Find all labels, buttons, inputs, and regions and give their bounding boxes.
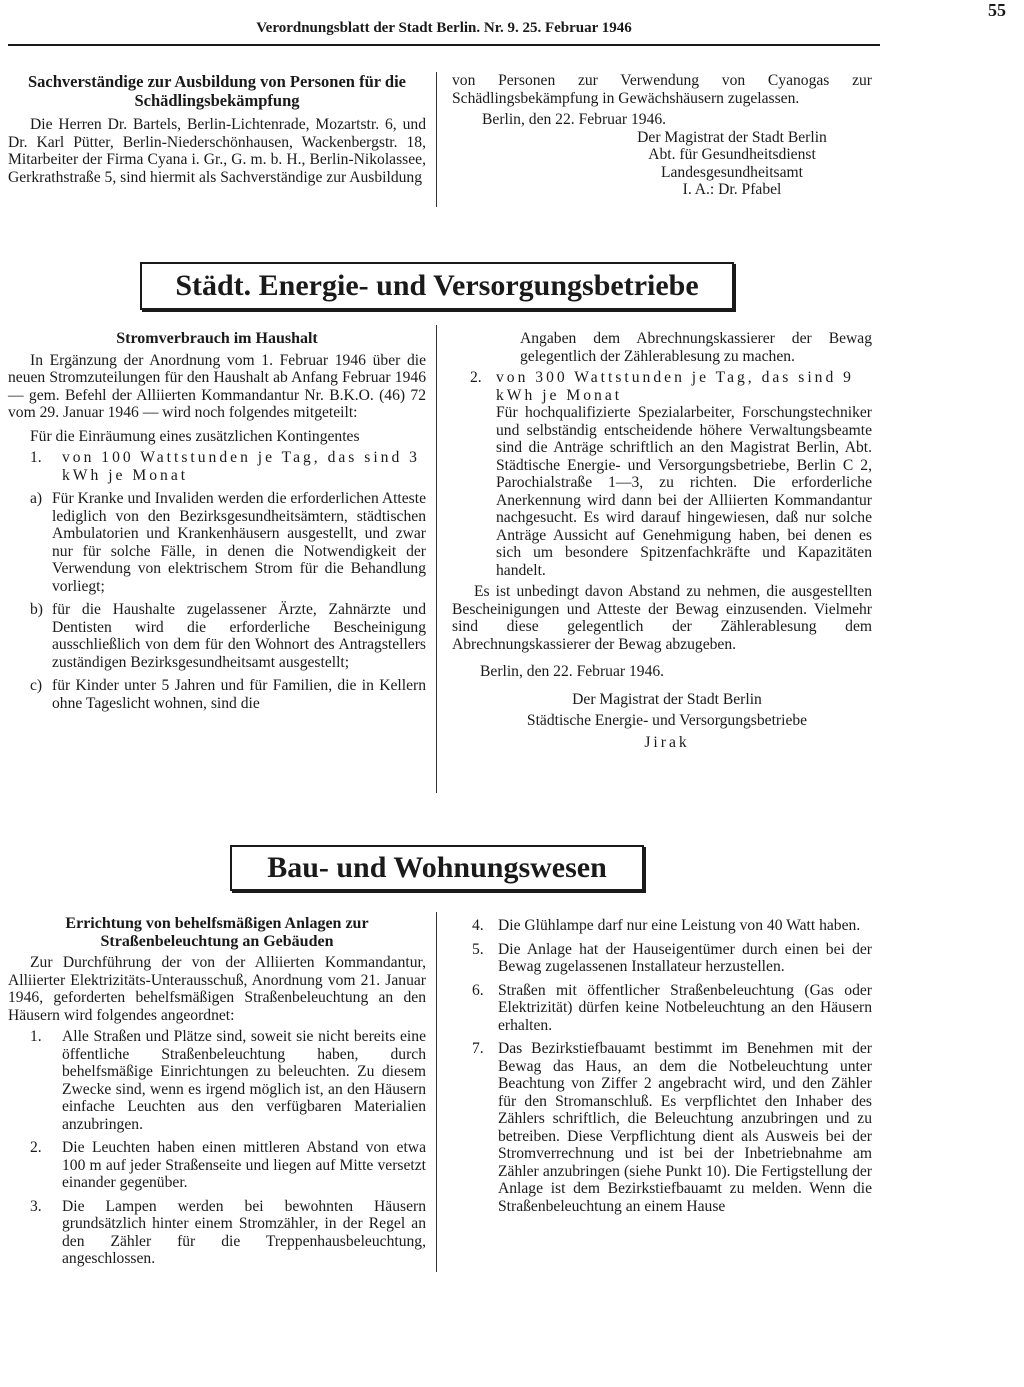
article-body: Die Herren Dr. Bartels, Berlin-Lichtenrade, Mozartstr. 6, und Dr. Karl Pütter, Berlin-Niederschönhausen, Wackenbergstr. 18, Mitarbeiter der Firma Cyana i. Gr., G. m. b. H., Berlin-Nikolassee, Gerkrathstraße 5, sind hiermit als Sachverständige zur Ausbildung bbox=[8, 116, 426, 186]
top-left-column bbox=[8, 72, 426, 186]
signature-line: Städtische Energie- und Versorgungsbetriebe bbox=[526, 712, 808, 729]
list-item bbox=[8, 1198, 426, 1268]
signature-line: Landesgesundheitsamt bbox=[660, 163, 804, 181]
sub-item-label: a) bbox=[30, 490, 43, 507]
sub-item-text: Für Kranke und Invaliden werden die erforderlichen Atteste lediglich von den Bezirksgesundheitsämtern, städtischen Ambulatorien und Krankenhäusern ausgestellt, und zwar nur für solche Fälle, in denen die Notwendigkeit der Verwendung von elektrischem Strom für die Behandlung vorliegt; bbox=[52, 490, 426, 595]
list-item bbox=[452, 1040, 872, 1215]
item-number: 5. bbox=[472, 940, 484, 958]
item-text: Die Anlage hat der Hauseigentümer durch einen bei der Bewag zugelassenen Installateur herzustellen. bbox=[498, 940, 872, 975]
intro-paragraph: Zur Durchführung der von der Alliierten Kommandantur, Alliierter Elektrizitäts-Unterausschuß, Anordnung vom 21. Januar 1946, geforderten behelfsmäßigen Straßenbeleuchtung an den Häusern wird folgendes angeordnet: bbox=[8, 954, 426, 1024]
lead-paragraph: Für die Einräumung eines zusätzlichen Kontingentes bbox=[30, 427, 360, 445]
section1-right-column bbox=[452, 330, 872, 751]
header-rule bbox=[8, 44, 880, 46]
item-number: 4. bbox=[472, 917, 484, 934]
sub-item-text: für die Haushalte zugelassener Ärzte, Zahnärzte und Dentisten wird die erforderliche Bescheinigung ausschließlich von dem für den Wohnort des Antragstellers zuständigen Bezirksgesundheitsamt ausgestellt; bbox=[52, 601, 426, 671]
sub-item-label: b) bbox=[30, 601, 43, 618]
list-item bbox=[452, 369, 872, 579]
section2-left-column bbox=[8, 915, 426, 1268]
article-title: Errichtung von behelfsmäßigen Anlagen zur Straßenbeleuchtung an Gebäuden bbox=[65, 915, 369, 950]
article-title: Stromverbrauch im Haushalt bbox=[116, 330, 318, 347]
item-text: Die Leuchten haben einen mittleren Abstand von etwa 100 m auf jeder Straßenseite und liegen auf Mitte versetzt einander gegenüber. bbox=[62, 1139, 426, 1191]
list-item bbox=[8, 1028, 426, 1133]
item-text: Alle Straßen und Plätze sind, soweit sie nicht bereits eine öffentliche Straßenbeleuchtung haben, durch behelfsmäßige Einrichtungen zu beleuchten. Zu diesem Zwecke sind, wenn es irgend möglich ist, an den Häusern einfache Leuchten aus den verfügbaren Materialien anzubringen. bbox=[62, 1028, 426, 1133]
page-number: 55 bbox=[988, 0, 1006, 20]
item-number: 6. bbox=[472, 981, 484, 999]
item-text: Die Lampen werden bei bewohnten Häusern grundsätzlich hinter einem Stromzähler, in der Regel an den Zähler für die Treppenhausbeleuchtung, angeschlossen. bbox=[62, 1197, 426, 1267]
continued-text: Angaben dem Abrechnungskassierer der Bewag gelegentlich der Zählerablesung zu machen. bbox=[520, 330, 872, 365]
sub-item-label: c) bbox=[30, 677, 43, 694]
list-item bbox=[8, 449, 426, 484]
item-number: 2. bbox=[470, 369, 482, 386]
section1-left-column bbox=[8, 330, 426, 712]
list-item bbox=[452, 917, 872, 935]
item-text: Die Glühlampe darf nur eine Leistung von 40 Watt haben. bbox=[498, 917, 861, 934]
section-heading-energy bbox=[140, 262, 734, 310]
closing-paragraph: Es ist unbedingt davon Abstand zu nehmen, die ausgestellten Bescheinigungen und Atteste der Bewag einzusenden. Vielmehr sind diese gelegentlich der Zählerablesung dem Abrechnungskassierer der Bewag abzugeben. bbox=[452, 583, 872, 653]
section2-right-column bbox=[452, 917, 872, 1215]
signature-line: Der Magistrat der Stadt Berlin bbox=[572, 690, 762, 708]
list-item bbox=[8, 1139, 426, 1192]
item-text: Das Bezirkstiefbauamt bestimmt im Benehmen mit der Bewag das Haus, an dem die Notbeleuchtung unter Beachtung von Ziffer 2 angebracht wird, und den Zähler für den Stromanschluß. Es verpflichtet den Inhaber des Zählers schriftlich, die Beleuchtung anzubringen und zu betreiben. Diese Verpflichtung dient als Ausweis bei der Stromverrechnung und ist bei der Inbetriebnahme am Zähler anzubringen (siehe Punkt 10). Die Fertigstellung der Anlage ist dem Bezirkstiefbauamt zu melden. Wenn die Straßenbeleuchtung an einem Hause bbox=[498, 1040, 872, 1215]
item-heading: von 300 Wattstunden je Tag, das sind 9 kWh je Monat bbox=[496, 369, 854, 404]
sub-item-text: für Kinder unter 5 Jahren und für Familien, die in Kellern ohne Tageslicht wohnen, sind die bbox=[52, 677, 426, 712]
item-number: 3. bbox=[30, 1197, 42, 1215]
place-date: Berlin, den 22. Februar 1946. bbox=[480, 663, 665, 680]
section-heading-text: Bau- und Wohnungswesen bbox=[267, 851, 607, 884]
item-number: 2. bbox=[30, 1139, 42, 1156]
article-title: Sachverständige zur Ausbildung von Personen für die Schädlingsbekämpfung bbox=[27, 72, 407, 110]
signature-line: Abt. für Gesundheitsdienst bbox=[648, 146, 816, 163]
item-heading: von 100 Wattstunden je Tag, das sind 3 kWh je Monat bbox=[62, 449, 420, 484]
section-heading-construction bbox=[230, 845, 644, 891]
item-text: Für hochqualifizierte Spezialarbeiter, Forschungstechniker und selbständig entscheidende höhere Verwaltungsbeamte sind die Anträge schriftlich an den Magistrat Berlin, Abt. Städtische Energie- und Versorgungsbetriebe, Berlin C 2, Parochialstraße 1—3, zu richten. Die erforderliche Anerkennung wird dann bei der Alliierten Kommandantur nachgesucht. Es wird darauf hingewiesen, daß nur solche Anträge Aussicht auf Genehmigung haben, bei denen es sich um besondere Spitzenfachkräfte und Kapazitäten handelt. bbox=[496, 404, 872, 579]
column-rule bbox=[436, 912, 437, 1272]
list-item bbox=[452, 941, 872, 976]
item-number: 1. bbox=[30, 449, 42, 466]
article-body-continued: von Personen zur Verwendung von Cyanogas zur Schädlingsbekämpfung in Gewächshäusern zugelassen. bbox=[452, 72, 872, 107]
sub-item-b bbox=[8, 601, 426, 671]
top-right-column bbox=[452, 72, 872, 199]
item-number: 1. bbox=[30, 1028, 42, 1045]
section-heading-text: Städt. Energie- und Versorgungsbetriebe bbox=[175, 269, 699, 302]
item-text: Straßen mit öffentlicher Straßenbeleuchtung (Gas oder Elektrizität) dürfen keine Notbeleuchtung an den Häusern erhalten. bbox=[498, 981, 872, 1034]
list-item bbox=[452, 982, 872, 1035]
signature-name: I. A.: Dr. Pfabel bbox=[682, 181, 782, 198]
column-rule bbox=[436, 325, 437, 793]
sub-item-a bbox=[8, 490, 426, 595]
page-header: Verordnungsblatt der Stadt Berlin. Nr. 9. 25. Februar 1946 bbox=[256, 20, 632, 36]
intro-paragraph: In Ergänzung der Anordnung vom 1. Februar 1946 über die neuen Stromzuteilungen für den Haushalt ab Anfang Februar 1946 — gem. Befehl der Alliierten Kommandantur Nr. B.K.O. (46) 72 vom 29. Januar 1946 — wird noch folgendes mitgeteilt: bbox=[8, 351, 426, 421]
place-date: Berlin, den 22. Februar 1946. bbox=[482, 111, 667, 128]
item-number: 7. bbox=[472, 1040, 484, 1057]
sub-item-c bbox=[8, 677, 426, 712]
signature-name: Jirak bbox=[644, 733, 690, 751]
column-rule bbox=[436, 72, 437, 207]
signature-line: Der Magistrat der Stadt Berlin bbox=[637, 128, 827, 146]
